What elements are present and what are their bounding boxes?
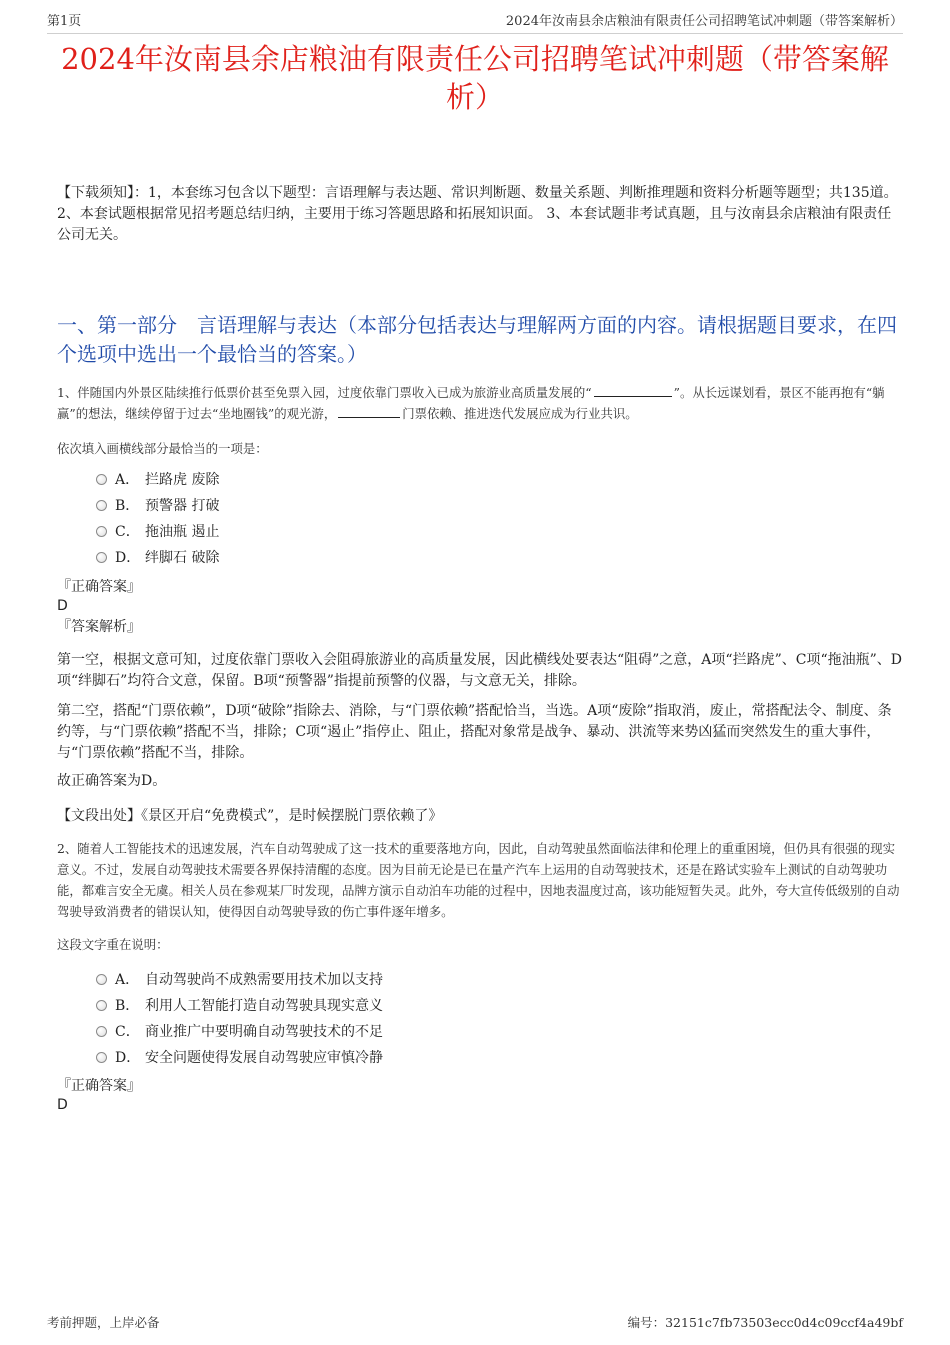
option-key: C． <box>115 1024 140 1040</box>
question-1-text-part-b: ”。从长远谋划看，景区不能再抱有“躺赢”的想法，继续停留于过去“坐地圈钱”的观光游， <box>57 385 885 421</box>
question-2-prompt: 这段文字重在说明： <box>57 937 169 952</box>
document-title: 2024年汝南县余店粮油有限责任公司招聘笔试冲刺题（带答案解析） <box>61 42 889 114</box>
option-text: 拖油瓶 遏止 <box>145 524 220 540</box>
option-b[interactable] <box>96 493 219 519</box>
radio-icon[interactable] <box>96 474 107 485</box>
answer-value: D <box>57 1097 68 1113</box>
option-text: 绊脚石 破除 <box>145 550 220 566</box>
option-key: A． <box>115 472 140 488</box>
page-number: 第1页 <box>47 14 82 29</box>
option-c[interactable] <box>96 519 219 545</box>
footer-slogan: 考前押题，上岸必备 <box>47 1315 160 1330</box>
option-key: D． <box>115 1050 141 1066</box>
question-1-text-part-a: 1、伴随国内外景区陆续推行低票价甚至免票入园，过度依靠门票收入已成为旅游业高质量发展的“ <box>57 385 592 400</box>
fill-blank-1 <box>594 384 672 397</box>
section-heading: 一、第一部分 言语理解与表达（本部分包括表达与理解两方面的内容。请根据题目要求，在四个选项中选出一个最恰当的答案。） <box>57 313 897 366</box>
page-header <box>47 13 903 34</box>
question-2-text: 2、随着人工智能技术的迅速发展，汽车自动驾驶成了这一技术的重要落地方向，因此，自动驾驶虽然面临法律和伦理上的重重困境，但仍具有很强的现实意义。不过，发展自动驾驶技术需要各界保持清醒的态度。因为目前无论是已在量产汽车上运用的自动驾驶技术，还是在路试实验车上测试的自动驾驶功能，都难言安全无虞。相关人员在参观某厂时发现，品牌方演示自动泊车功能的过程中，因地表温度过高，该功能短暂失灵。此外，夸大宣传低级别的自动驾驶导致消费者的错误认知，使得因自动驾驶导致的伤亡事件逐年增多。 <box>57 841 900 919</box>
radio-icon[interactable] <box>96 1026 107 1037</box>
analysis-paragraph-2: 第二空，搭配“门票依赖”，D项“破除”指除去、消除，与“门票依赖”搭配恰当，当选。A项“废除”指取消，废止，常搭配法令、制度、条约等，与“门票依赖”搭配不当，排除；C项“遏止”指停止、阻止，搭配对象常是战争、暴动、洪流等来势凶猛而突然发生的重大事件，与“门票依赖”搭配不当，排除。 <box>57 703 892 761</box>
option-b[interactable] <box>96 993 383 1019</box>
analysis-paragraph-1: 第一空，根据文意可知，过度依靠门票收入会阻碍旅游业的高质量发展，因此横线处要表达“阻碍”之意，A项“拦路虎”、C项“拖油瓶”、D项“绊脚石”均符合文意，保留。B项“预警器”指提前预警的仪器，与文意无关，排除。 <box>57 652 902 689</box>
question-2-options <box>96 967 383 1071</box>
radio-icon[interactable] <box>96 552 107 563</box>
option-text: 利用人工智能打造自动驾驶具现实意义 <box>145 998 383 1014</box>
option-key: C． <box>115 524 140 540</box>
option-key: A． <box>115 972 140 988</box>
option-a[interactable] <box>96 467 219 493</box>
radio-icon[interactable] <box>96 1000 107 1011</box>
answer-value: D <box>57 598 68 614</box>
radio-icon[interactable] <box>96 500 107 511</box>
option-text: 安全问题使得发展自动驾驶应审慎冷静 <box>145 1050 383 1066</box>
radio-icon[interactable] <box>96 1052 107 1063</box>
radio-icon[interactable] <box>96 526 107 537</box>
footer-doc-id: 编号：32151c7fb73503ecc0d4c09ccf4a49bf <box>627 1315 903 1330</box>
option-text: 商业推广中要明确自动驾驶技术的不足 <box>145 1024 383 1040</box>
option-a[interactable] <box>96 967 383 993</box>
header-doc-title: 2024年汝南县余店粮油有限责任公司招聘笔试冲刺题（带答案解析） <box>505 14 903 29</box>
option-key: B． <box>115 498 140 514</box>
option-key: D． <box>115 550 141 566</box>
option-key: B． <box>115 998 140 1014</box>
option-text: 拦路虎 废除 <box>145 472 220 488</box>
question-1-prompt: 依次填入画横线部分最恰当的一项是： <box>57 441 268 456</box>
option-text: 自动驾驶尚不成熟需要用技术加以支持 <box>145 972 383 988</box>
question-1-options <box>96 467 219 571</box>
analysis-label: 『答案解析』 <box>57 619 141 635</box>
answer-label: 『正确答案』 <box>57 1078 141 1094</box>
analysis-paragraph-3: 故正确答案为D。 <box>57 773 167 789</box>
question-1-text <box>57 382 900 424</box>
download-notice: 【下载须知】：1，本套练习包含以下题型：言语理解与表达题、常识判断题、数量关系题、判断推理题和资料分析题等题型；共135道。 2、本套试题根据常见招考题总结归纳，主要用于练习答题思路和拓展知识面。 3、本套试题非考试真题，且与汝南县余店粮油有限责任公司无关。 <box>57 185 898 243</box>
question-1-text-part-c: 门票依赖、推进迭代发展应成为行业共识。 <box>402 406 638 421</box>
option-d[interactable] <box>96 545 219 571</box>
page-footer <box>47 1313 903 1331</box>
option-text: 预警器 打破 <box>145 498 220 514</box>
source-citation: 【文段出处】《景区开启“免费模式”，是时候摆脱门票依赖了》 <box>57 808 443 824</box>
fill-blank-2 <box>338 405 400 418</box>
option-d[interactable] <box>96 1045 383 1071</box>
answer-label: 『正确答案』 <box>57 579 141 595</box>
radio-icon[interactable] <box>96 974 107 985</box>
option-c[interactable] <box>96 1019 383 1045</box>
